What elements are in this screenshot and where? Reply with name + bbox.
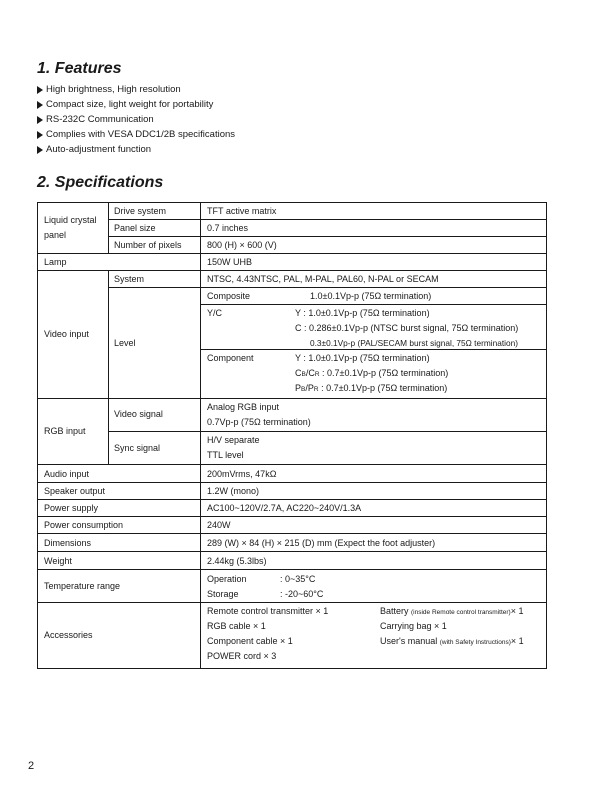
value-panel-size: 0.7 inches	[207, 223, 249, 233]
value-power-supply: AC100~120V/2.7A, AC220~240V/1.3A	[207, 503, 362, 513]
label-audio-input: Audio input	[44, 469, 90, 479]
accessory-battery: Battery (inside Remote control transmitter)× 1	[380, 606, 524, 616]
accessory-power-cord: POWER cord × 3	[207, 651, 277, 661]
label-rgb-input: RGB input	[44, 426, 86, 436]
bullet-triangle-icon	[37, 131, 43, 139]
label-liquid-crystal-panel: Liquid crystal	[44, 215, 97, 225]
label-video-input: Video input	[44, 329, 89, 339]
accessory-component-cable: Component cable × 1	[207, 636, 293, 646]
label-yc: Y/C	[207, 308, 223, 318]
label-system: System	[114, 274, 145, 284]
value-drive-system: TFT active matrix	[207, 206, 277, 216]
specifications-heading: 2. Specifications	[37, 174, 164, 191]
feature-item: Auto-adjustment function	[37, 142, 235, 157]
label-composite: Composite	[207, 291, 251, 301]
value-yc-c-pal: 0.3±0.1Vp-p (PAL/SECAM burst signal, 75Ω termination)	[310, 338, 518, 348]
value-speaker-output: 1.2W (mono)	[207, 486, 260, 496]
value-lamp: 150W UHB	[207, 257, 253, 267]
label-power-supply: Power supply	[44, 503, 99, 513]
value-operation: : 0~35°C	[280, 574, 316, 584]
label-storage: Storage	[207, 589, 239, 599]
label-power-consumption: Power consumption	[44, 520, 124, 530]
value-yc-c: C : 0.286±0.1Vp-p (NTSC burst signal, 75Ω termination)	[295, 323, 519, 333]
page-number: 2	[28, 760, 35, 772]
value-sync-signal-1: H/V separate	[207, 435, 260, 445]
value-composite: 1.0±0.1Vp-p (75Ω termination)	[310, 291, 432, 301]
label-video-signal: Video signal	[114, 409, 163, 419]
value-sync-signal-2: TTL level	[207, 450, 244, 460]
label-liquid-crystal-panel-line2: panel	[44, 230, 67, 240]
value-component-pb-pr: PB/PR : 0.7±0.1Vp-p (75Ω termination)	[295, 383, 448, 393]
accessory-users-manual: User's manual (with Safety Instructions)× 1	[380, 636, 524, 646]
label-panel-size: Panel size	[114, 223, 156, 233]
label-number-of-pixels: Number of pixels	[114, 240, 182, 250]
value-audio-input: 200mVrms, 47kΩ	[207, 469, 277, 479]
value-component-y: Y : 1.0±0.1Vp-p (75Ω termination)	[295, 353, 430, 363]
feature-item: High brightness, High resolution	[37, 82, 235, 97]
value-storage: : -20~60°C	[280, 589, 324, 599]
bullet-triangle-icon	[37, 86, 43, 94]
bullet-triangle-icon	[37, 101, 43, 109]
value-video-signal-2: 0.7Vp-p (75Ω termination)	[207, 417, 311, 427]
label-sync-signal: Sync signal	[114, 443, 161, 453]
value-yc-y: Y : 1.0±0.1Vp-p (75Ω termination)	[295, 308, 430, 318]
value-power-consumption: 240W	[207, 520, 231, 530]
value-system: NTSC, 4.43NTSC, PAL, M-PAL, PAL60, N-PAL or SECAM	[207, 274, 439, 284]
label-drive-system: Drive system	[114, 206, 167, 216]
feature-item: Complies with VESA DDC1/2B specifications	[37, 127, 235, 142]
accessory-carrying-bag: Carrying bag × 1	[380, 621, 447, 631]
label-lamp: Lamp	[44, 257, 67, 267]
value-component-cb-cr: CB/CR : 0.7±0.1Vp-p (75Ω termination)	[295, 368, 449, 378]
label-level: Level	[114, 338, 136, 348]
features-heading: 1. Features	[37, 60, 122, 77]
label-weight: Weight	[44, 556, 72, 566]
label-operation: Operation	[207, 574, 247, 584]
accessory-rgb-cable: RGB cable × 1	[207, 621, 266, 631]
value-dimensions: 289 (W) × 84 (H) × 215 (D) mm (Expect the foot adjuster)	[207, 538, 436, 548]
label-dimensions: Dimensions	[44, 538, 92, 548]
value-number-of-pixels: 800 (H) × 600 (V)	[207, 240, 277, 250]
label-accessories: Accessories	[44, 630, 93, 640]
value-video-signal-1: Analog RGB input	[207, 402, 280, 412]
features-list	[37, 82, 235, 157]
feature-item: Compact size, light weight for portability	[37, 97, 235, 112]
feature-item: RS-232C Communication	[37, 112, 235, 127]
label-component: Component	[207, 353, 254, 363]
label-speaker-output: Speaker output	[44, 486, 106, 496]
value-weight: 2.44kg (5.3lbs)	[207, 556, 267, 566]
bullet-triangle-icon	[37, 116, 43, 124]
bullet-triangle-icon	[37, 146, 43, 154]
accessory-remote: Remote control transmitter × 1	[207, 606, 329, 616]
label-temperature-range: Temperature range	[44, 581, 121, 591]
